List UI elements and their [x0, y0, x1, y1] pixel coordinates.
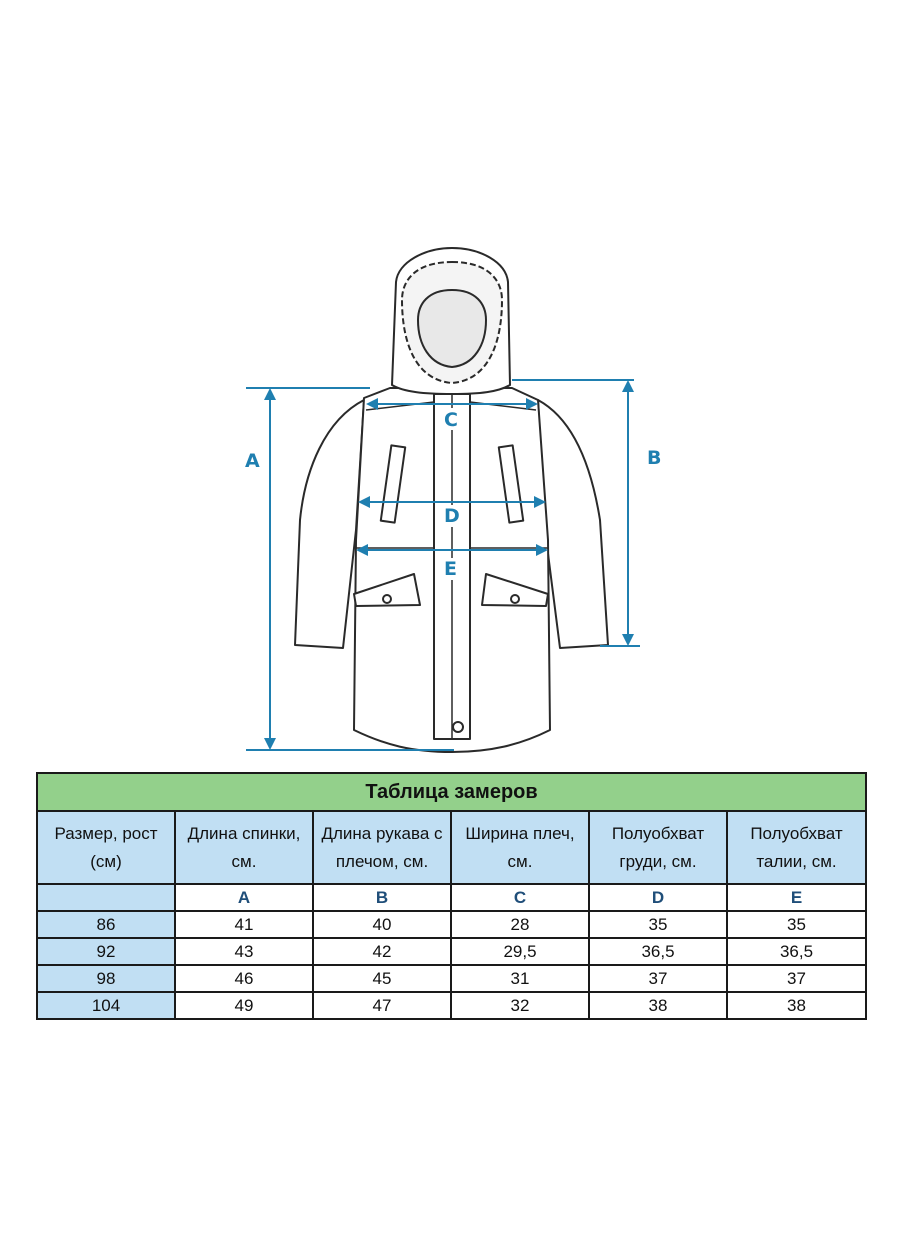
value-cell: 43: [175, 938, 313, 965]
table-row: [37, 965, 866, 992]
letter-row: [37, 884, 866, 911]
label-c: C: [444, 409, 458, 431]
header-waist: Полуобхват талии, см.: [727, 811, 866, 884]
value-cell: 36,5: [727, 938, 866, 965]
size-cell: 98: [37, 965, 175, 992]
value-cell: 35: [727, 911, 866, 938]
size-table: [36, 772, 867, 1020]
table-row: [37, 938, 866, 965]
header-row: [37, 811, 866, 884]
letter-blank: [37, 884, 175, 911]
header-shoulder-width: Ширина плеч, см.: [451, 811, 589, 884]
letter-a: A: [175, 884, 313, 911]
header-chest: Полуобхват груди, см.: [589, 811, 727, 884]
size-cell: 104: [37, 992, 175, 1019]
header-sleeve-length: Длина рукава с плечом, см.: [313, 811, 451, 884]
value-cell: 37: [589, 965, 727, 992]
table-row: [37, 911, 866, 938]
header-size: Размер, рост (см): [37, 811, 175, 884]
value-cell: 35: [589, 911, 727, 938]
value-cell: 47: [313, 992, 451, 1019]
value-cell: 36,5: [589, 938, 727, 965]
label-a: A: [245, 450, 260, 472]
label-b: B: [647, 447, 662, 469]
label-d: D: [444, 505, 460, 527]
letter-c: C: [451, 884, 589, 911]
table-row: [37, 992, 866, 1019]
value-cell: 42: [313, 938, 451, 965]
parka-drawing: [295, 248, 608, 752]
size-cell: 92: [37, 938, 175, 965]
table-title: Таблица замеров: [37, 773, 866, 811]
hood-opening: [418, 290, 486, 367]
left-sleeve: [295, 400, 364, 648]
size-cell: 86: [37, 911, 175, 938]
value-cell: 29,5: [451, 938, 589, 965]
header-back-length: Длина спинки, см.: [175, 811, 313, 884]
value-cell: 37: [727, 965, 866, 992]
label-e: E: [444, 558, 457, 580]
value-cell: 28: [451, 911, 589, 938]
letter-d: D: [589, 884, 727, 911]
value-cell: 38: [727, 992, 866, 1019]
value-cell: 40: [313, 911, 451, 938]
bottom-button: [453, 722, 463, 732]
value-cell: 46: [175, 965, 313, 992]
value-cell: 32: [451, 992, 589, 1019]
value-cell: 49: [175, 992, 313, 1019]
title-row: [37, 773, 866, 811]
value-cell: 41: [175, 911, 313, 938]
letter-b: B: [313, 884, 451, 911]
value-cell: 45: [313, 965, 451, 992]
letter-e: E: [727, 884, 866, 911]
value-cell: 38: [589, 992, 727, 1019]
value-cell: 31: [451, 965, 589, 992]
